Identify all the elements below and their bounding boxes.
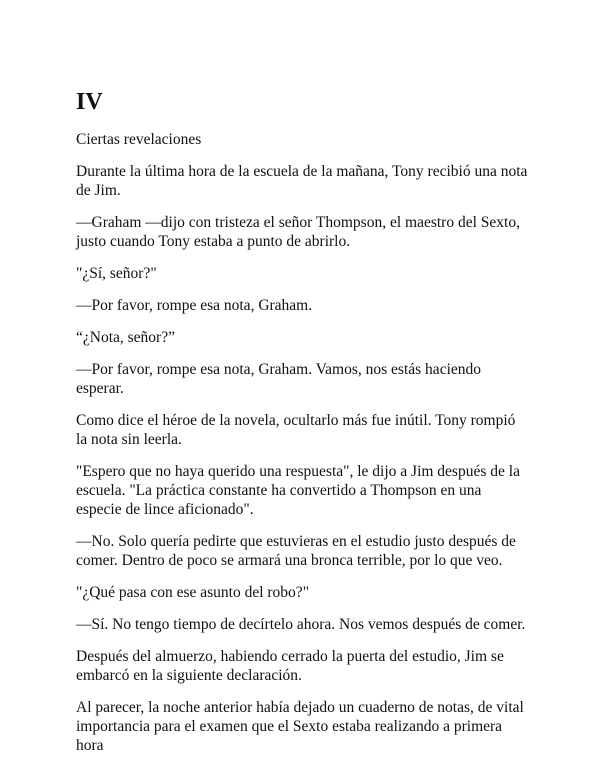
paragraph-10: "¿Qué pasa con ese asunto del robo?" <box>76 584 310 601</box>
paragraph-6: —Por favor, rompe esa nota, Graham. Vamos, nos estás haciendo esperar. <box>76 361 482 397</box>
paragraph-5: “¿Nota, señor?” <box>76 329 175 346</box>
paragraph-2: —Graham —dijo con tristeza el señor Thompson, el maestro del Sexto, justo cuando Tony estaba a punto de abrirlo. <box>76 214 520 250</box>
chapter-number: IV <box>76 89 103 115</box>
paragraph-13: Al parecer, la noche anterior había dejado un cuaderno de notas, de vital importancia para el examen que el Sexto estaba realizando a primera hora <box>76 699 524 754</box>
paragraph-12: Después del almuerzo, habiendo cerrado la puerta del estudio, Jim se embarcó en la siguiente declaración. <box>76 648 504 684</box>
paragraph-8: "Espero que no haya querido una respuesta", le dijo a Jim después de la escuela. "La práctica constante ha convertido a Thompson en una especie de lince aficionado". <box>76 463 520 518</box>
paragraph-9: —No. Solo quería pedirte que estuvieras en el estudio justo después de comer. Dentro de poco se armará una bronca terrible, por lo que veo. <box>76 533 516 569</box>
chapter-title: Ciertas revelaciones <box>76 131 202 148</box>
paragraph-4: —Por favor, rompe esa nota, Graham. <box>76 297 313 314</box>
paragraph-7: Como dice el héroe de la novela, ocultarlo más fue inútil. Tony rompió la nota sin leerla. <box>76 412 516 448</box>
paragraph-11: —Sí. No tengo tiempo de decírtelo ahora. Nos vemos después de comer. <box>76 616 526 633</box>
paragraph-1: Durante la última hora de la escuela de la mañana, Tony recibió una nota de Jim. <box>76 163 528 199</box>
paragraph-3: "¿Sí, señor?" <box>76 265 157 282</box>
